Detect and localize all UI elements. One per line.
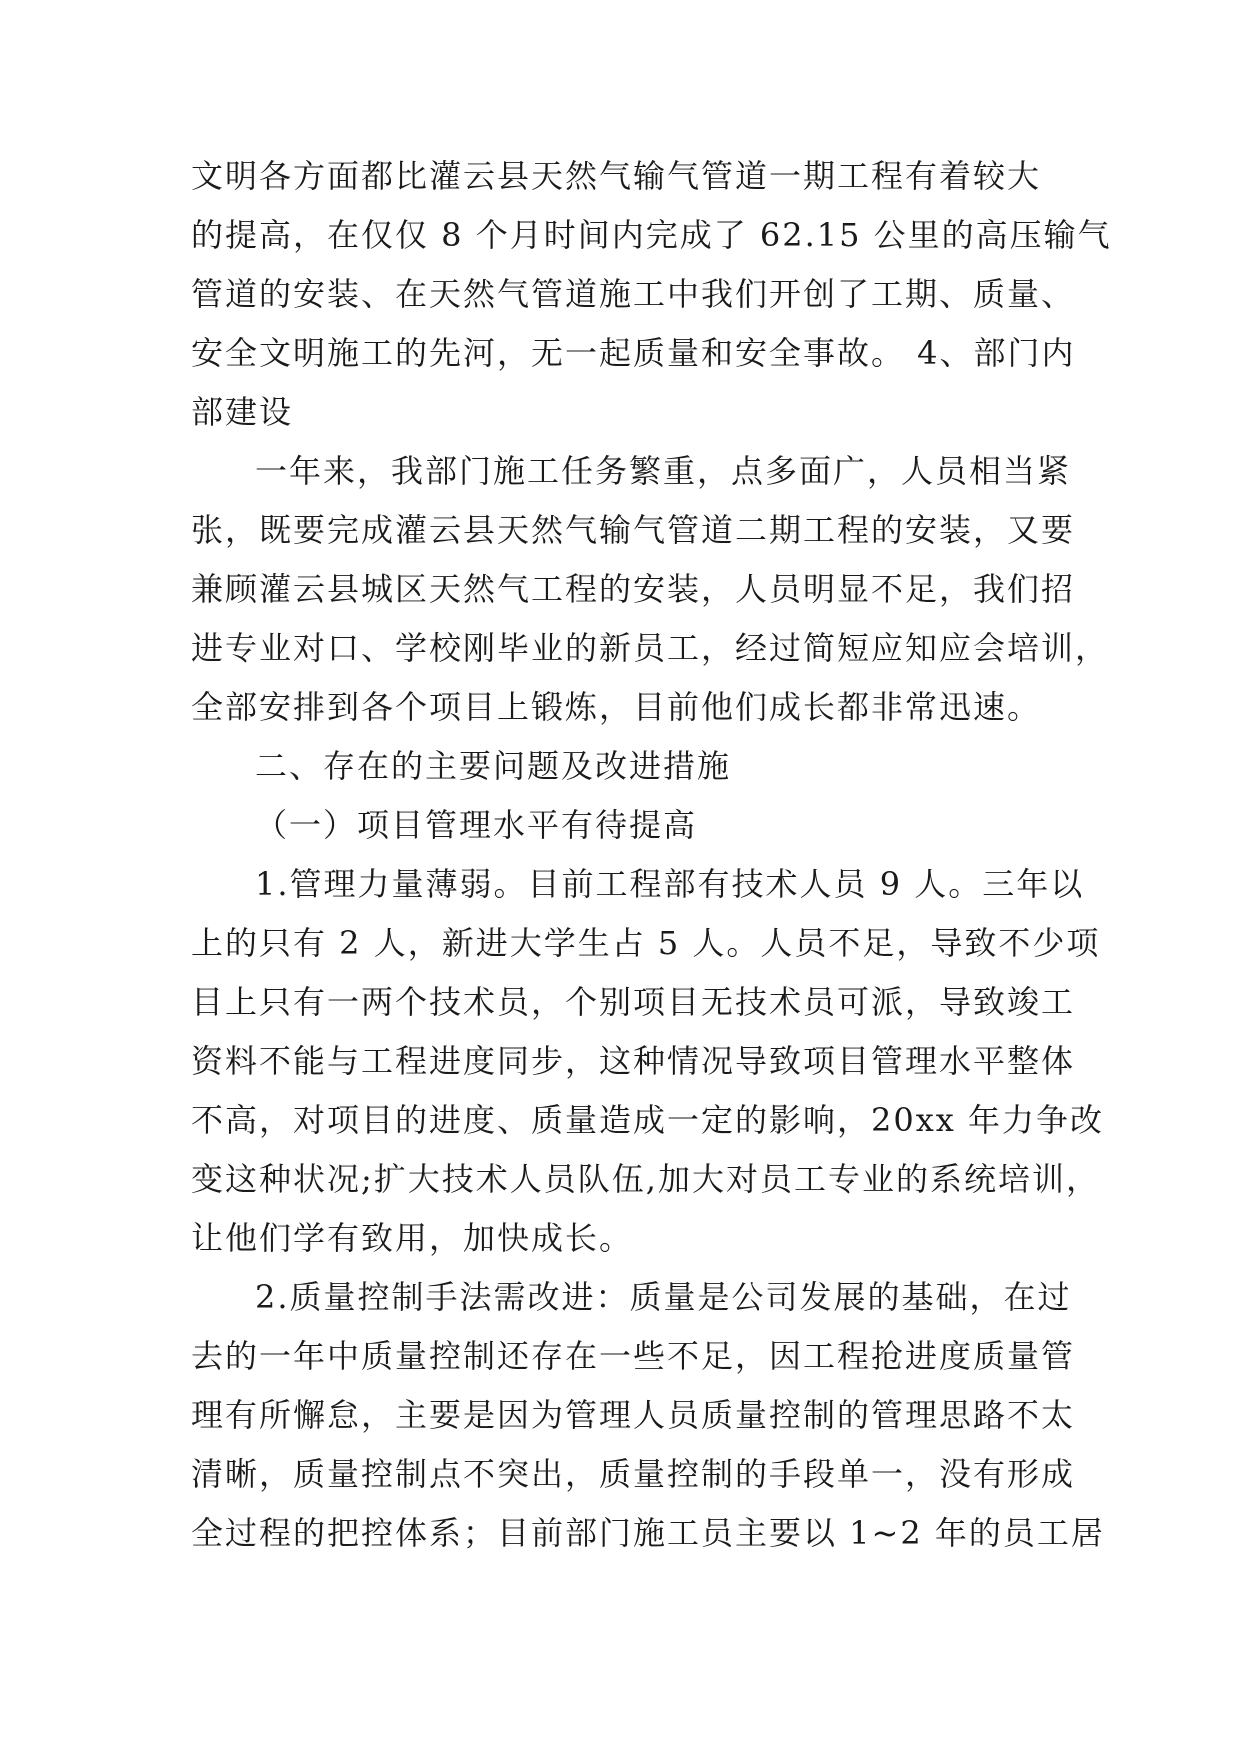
text-line: 目上只有一两个技术员，个别项目无技术员可派，导致竣工 [191, 983, 1076, 1021]
text-line: 文明各方面都比灌云县天然气输气管道一期工程有着较大 [191, 157, 1042, 195]
text-line: 的提高，在仅仅 8 个月时间内完成了 62.15 公里的高压输气 [191, 216, 1112, 254]
text-line: 变这种状况;扩大技术人员队伍,加大对员工专业的系统培训， [191, 1160, 1100, 1198]
text-line: 理有所懈怠，主要是因为管理人员质量控制的管理思路不太 [191, 1396, 1076, 1434]
text-line: 全部安排到各个项目上锻炼，目前他们成长都非常迅速。 [191, 688, 1042, 726]
text-line: 进专业对口、学校刚毕业的新员工，经过简短应知应会培训， [191, 629, 1110, 667]
text-line: 让他们学有致用，加快成长。 [191, 1219, 634, 1257]
text-line: 张，既要完成灌云县天然气输气管道二期工程的安装，又要 [191, 511, 1076, 549]
text-line: 上的只有 2 人，新进大学生占 5 人。人员不足，导致不少项 [191, 924, 1101, 962]
text-line: 二、存在的主要问题及改进措施 [255, 747, 732, 785]
text-line: 兼顾灌云县城区天然气工程的安装，人员明显不足，我们招 [191, 570, 1076, 608]
text-line: 去的一年中质量控制还存在一些不足，因工程抢进度质量管 [191, 1337, 1076, 1375]
document-body [191, 147, 1112, 1563]
text-line: 清晰，质量控制点不突出，质量控制的手段单一，没有形成 [191, 1455, 1076, 1493]
text-line: 2.质量控制手法需改进：质量是公司发展的基础，在过 [255, 1278, 1072, 1316]
text-line: 1.管理力量薄弱。目前工程部有技术人员 9 人。三年以 [255, 865, 1085, 903]
text-line: 不高，对项目的进度、质量造成一定的影响，20xx 年力争改 [191, 1101, 1104, 1139]
text-line: 安全文明施工的先河，无一起质量和安全事故。 4、部门内 [191, 334, 1076, 372]
text-line: （一）项目管理水平有待提高 [255, 806, 698, 844]
text-line: 资料不能与工程进度同步，这种情况导致项目管理水平整体 [191, 1042, 1076, 1080]
text-line: 一年来，我部门施工任务繁重，点多面广，人员相当紧 [255, 452, 1072, 490]
text-line: 部建设 [191, 393, 294, 431]
text-line: 管道的安装、在天然气管道施工中我们开创了工期、质量、 [191, 275, 1076, 313]
text-line: 全过程的把控体系；目前部门施工员主要以 1~2 年的员工居 [191, 1514, 1105, 1552]
